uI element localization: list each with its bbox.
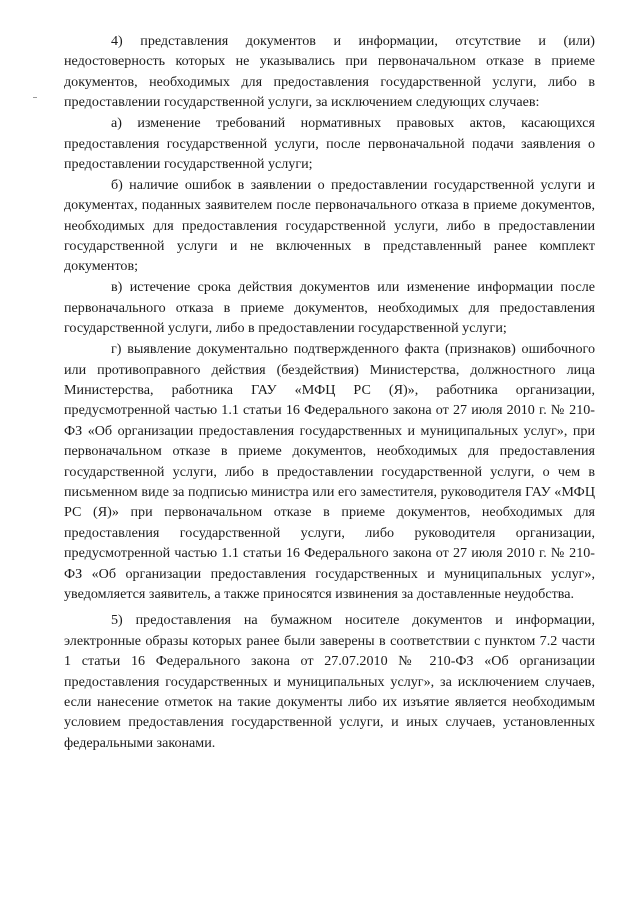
scan-artifact-mark xyxy=(33,97,37,98)
paragraph-subitem-a: а) изменение требований нормативных правовых актов, касающихся предоставления государственной услуги, после первоначальной подачи заявления о предоставлении государственной услуги; xyxy=(64,115,595,172)
paragraph-subitem-b: б) наличие ошибок в заявлении о предоставлении государственной услуги и документах, поданных заявителем после первоначального отказа в приеме документов, необходимых для предоставления государственной услуги, либо в предоставлении государственной услуги и не включенных в представленный ранее комплект документов; xyxy=(64,176,595,275)
paragraph-subitem-g: г) выявление документально подтвержденного факта (признаков) ошибочного или противоправного действия (бездействия) Министерства, должностного лица Министерства, работника ГАУ «МФЦ РС (Я)», работника организации, предусмотренной частью 1.1 статьи 16 Федерального закона от 27 июля 2010 г. № 210-ФЗ «Об организации предоставления государственных и муниципальных услуг», при первоначальном отказе в приеме документов, необходимых для предоставления государственной услуги, либо в предоставлении государственной услуги, о чем в письменном виде за подписью министра или его заместителя, руководителя ГАУ «МФЦ РС (Я)» при первоначальном отказе в приеме документов, необходимых для предоставления государственной услуги, либо руководителя организации, предусмотренной частью 1.1 статьи 16 Федерального закона от 27 июля 2010 г. № 210-ФЗ «Об организации предоставления государственных и муниципальных услуг», уведомляется заявитель, а также приносятся извинения за доставленные неудобства. xyxy=(64,341,595,602)
document-body xyxy=(64,31,595,753)
paragraph-item-4: 4) представления документов и информации, отсутствие и (или) недостоверность которых не указывались при первоначальном отказе в приеме документов, необходимых для предоставления государственной услуги, либо в предоставлении государственной услуги, за исключением следующих случаев: xyxy=(64,33,595,111)
paragraph-subitem-v: в) истечение срока действия документов или изменение информации после первоначального отказа в приеме документов, необходимых для предоставления государственной услуги, либо в предоставлении государственной услуги; xyxy=(64,279,595,337)
paragraph-item-5: 5) предоставления на бумажном носителе документов и информации, электронные образы которых ранее были заверены в соответствии с пунктом 7.2 части 1 статьи 16 Федерального закона от 27.07.2010 № 210-ФЗ «Об организации предоставления государственных и муниципальных услуг», за исключением случаев, если нанесение отметок на такие документы либо их изъятие является необходимым условием предоставления государственной услуги, и иных случаев, установленных федеральными законами. xyxy=(64,612,595,751)
